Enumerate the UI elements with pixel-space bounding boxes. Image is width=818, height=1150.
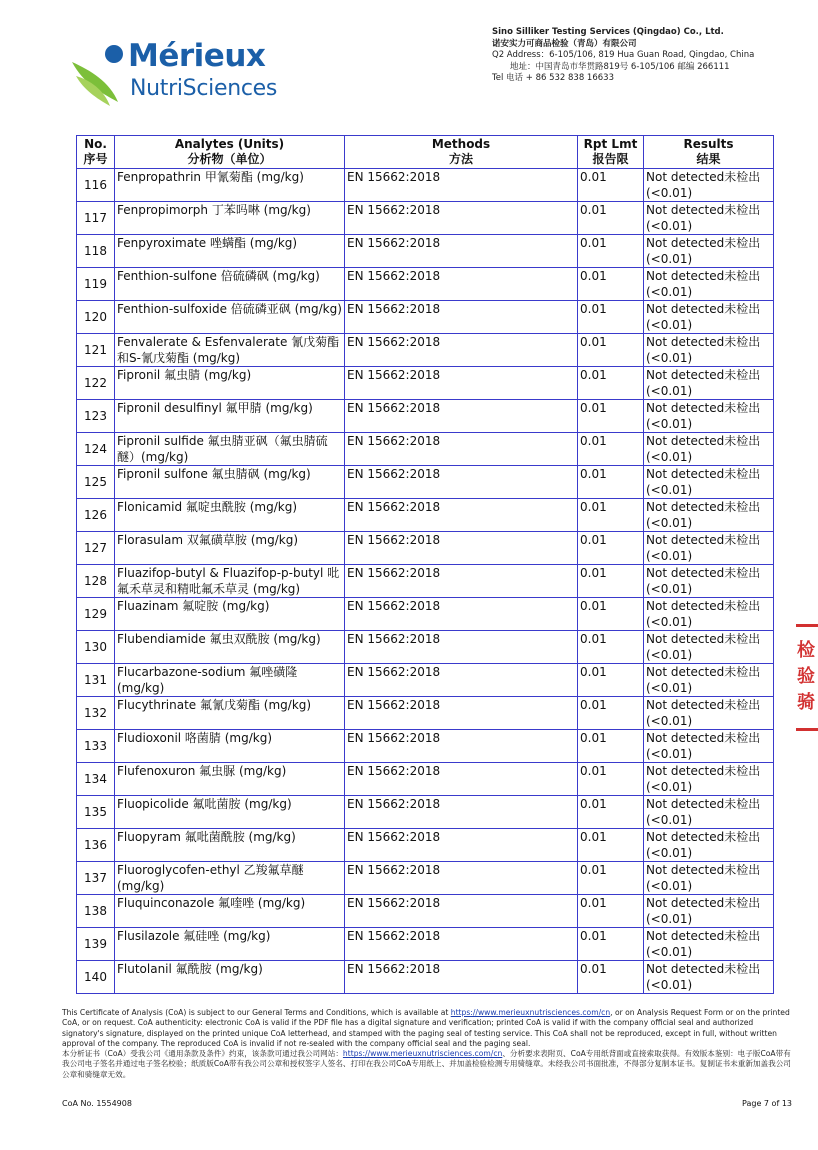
cell-result: Not detected未检出(<0.01) <box>644 202 774 235</box>
cell-result: Not detected未检出(<0.01) <box>644 730 774 763</box>
table-row <box>77 433 774 466</box>
cell-rpt-lmt: 0.01 <box>578 928 644 961</box>
header-no: No. 序号 <box>77 136 115 169</box>
paging-seal-text: 检验 骑 <box>797 640 815 713</box>
table-row <box>77 367 774 400</box>
cell-no: 138 <box>77 895 115 928</box>
cell-no: 123 <box>77 400 115 433</box>
cell-result: Not detected未检出(<0.01) <box>644 532 774 565</box>
cell-result: Not detected未检出(<0.01) <box>644 268 774 301</box>
cell-result: Not detected未检出(<0.01) <box>644 664 774 697</box>
footer-terms-en: This Certificate of Analysis (CoA) is subject to our General Terms and Conditions, which is available at https://www.merieuxnutrisciences.com/cn, or on Analysis Request Form or on the printed CoA, or on request. CoA authenticity: electronic CoA is valid if the PDF file has a digital signature and verification; printed CoA is valid if with the company official seal and authorized signatory's signature, displayed on the printed unique CoA letterhead, and stamped with the paging seal of testing service. This CoA shall not be reproduced, except in full, without written approval of the company. The reproduced CoA is invalid if not re-sealed with the company official seal and the paging seal. <box>62 1008 790 1048</box>
cell-analyte: Fipronil 氟虫腈 (mg/kg) <box>115 367 345 400</box>
cell-rpt-lmt: 0.01 <box>578 499 644 532</box>
logo-sub-text: NutriSciences <box>130 76 278 101</box>
cell-analyte: Flufenoxuron 氟虫脲 (mg/kg) <box>115 763 345 796</box>
table-row <box>77 895 774 928</box>
header-rpt-lmt: Rpt Lmt 报告限 <box>578 136 644 169</box>
cell-method: EN 15662:2018 <box>345 499 578 532</box>
paging-seal-stamp <box>796 624 818 732</box>
cell-rpt-lmt: 0.01 <box>578 664 644 697</box>
cell-analyte: Flutolanil 氟酰胺 (mg/kg) <box>115 961 345 994</box>
table-row <box>77 664 774 697</box>
table-row <box>77 268 774 301</box>
cell-result: Not detected未检出(<0.01) <box>644 499 774 532</box>
table-row <box>77 697 774 730</box>
cell-analyte: Fipronil sulfide 氟虫腈亚砜（氟虫腈硫醚）(mg/kg) <box>115 433 345 466</box>
company-address-en: Q2 Address：6-105/106, 819 Hua Guan Road, Qingdao, China <box>492 50 755 60</box>
cell-rpt-lmt: 0.01 <box>578 532 644 565</box>
cell-result: Not detected未检出(<0.01) <box>644 433 774 466</box>
footer-terms-cn: 本分析证书（CoA）受我公司《通用条款及条件》约束，该条款可通过我公司网站：https://www.merieuxnutrisciences.com/cn、分析要求表附页、CoA专用纸背面或直接索取获得。有效版本鉴别：电子版CoA带有我公司电子签名并通过电子签名校验；纸质版CoA带有我公司公章和授权签字人签名、打印在我公司CoA专用纸上、并加盖检验检测专用骑缝章。未经我公司书面批准，不得部分复制本证书。复制证书未重新加盖我公司公章和骑缝章无效。 <box>62 1049 791 1079</box>
coa-number: CoA No. 1554908 <box>62 1099 132 1108</box>
cell-method: EN 15662:2018 <box>345 301 578 334</box>
cell-result: Not detected未检出(<0.01) <box>644 466 774 499</box>
cell-no: 135 <box>77 796 115 829</box>
cell-method: EN 15662:2018 <box>345 598 578 631</box>
cell-no: 124 <box>77 433 115 466</box>
cell-no: 121 <box>77 334 115 367</box>
cell-no: 122 <box>77 367 115 400</box>
cell-rpt-lmt: 0.01 <box>578 268 644 301</box>
cell-no: 127 <box>77 532 115 565</box>
page-number: Page 7 of 13 <box>742 1099 792 1108</box>
company-name-cn: 诺安实力可商品检验（青岛）有限公司 <box>492 38 637 49</box>
company-info <box>492 27 754 85</box>
cell-result: Not detected未检出(<0.01) <box>644 862 774 895</box>
table-row <box>77 202 774 235</box>
cell-no: 117 <box>77 202 115 235</box>
cell-method: EN 15662:2018 <box>345 664 578 697</box>
cell-method: EN 15662:2018 <box>345 169 578 202</box>
cell-method: EN 15662:2018 <box>345 202 578 235</box>
table-row <box>77 169 774 202</box>
cell-method: EN 15662:2018 <box>345 565 578 598</box>
cell-method: EN 15662:2018 <box>345 796 578 829</box>
table-row <box>77 928 774 961</box>
table-row <box>77 862 774 895</box>
cell-no: 118 <box>77 235 115 268</box>
table-row <box>77 961 774 994</box>
table-row <box>77 631 774 664</box>
cell-rpt-lmt: 0.01 <box>578 433 644 466</box>
cell-analyte: Fenpropathrin 甲氰菊酯 (mg/kg) <box>115 169 345 202</box>
cell-no: 133 <box>77 730 115 763</box>
cell-result: Not detected未检出(<0.01) <box>644 598 774 631</box>
terms-link-cn[interactable]: https://www.merieuxnutrisciences.com/cn <box>342 1049 503 1059</box>
cell-method: EN 15662:2018 <box>345 334 578 367</box>
cell-no: 129 <box>77 598 115 631</box>
cell-result: Not detected未检出(<0.01) <box>644 400 774 433</box>
cell-rpt-lmt: 0.01 <box>578 565 644 598</box>
logo-mark-icon <box>70 40 130 110</box>
company-tel: Tel 电话 + 86 532 838 16633 <box>492 73 614 83</box>
table-row <box>77 235 774 268</box>
merieux-logo <box>70 40 285 110</box>
logo-brand-text: Mérieux <box>128 38 266 74</box>
table-row <box>77 334 774 367</box>
cell-result: Not detected未检出(<0.01) <box>644 631 774 664</box>
cell-method: EN 15662:2018 <box>345 763 578 796</box>
cell-no: 116 <box>77 169 115 202</box>
cell-rpt-lmt: 0.01 <box>578 598 644 631</box>
cell-rpt-lmt: 0.01 <box>578 862 644 895</box>
cell-no: 132 <box>77 697 115 730</box>
cell-result: Not detected未检出(<0.01) <box>644 763 774 796</box>
cell-analyte: Flonicamid 氟啶虫酰胺 (mg/kg) <box>115 499 345 532</box>
table-row <box>77 829 774 862</box>
cell-rpt-lmt: 0.01 <box>578 829 644 862</box>
cell-no: 131 <box>77 664 115 697</box>
cell-no: 130 <box>77 631 115 664</box>
cell-no: 136 <box>77 829 115 862</box>
cell-analyte: Fenvalerate & Esfenvalerate 氰戊菊酯和S-氰戊菊酯 (mg/kg) <box>115 334 345 367</box>
cell-rpt-lmt: 0.01 <box>578 631 644 664</box>
cell-analyte: Fluopyram 氟吡菌酰胺 (mg/kg) <box>115 829 345 862</box>
cell-analyte: Flubendiamide 氟虫双酰胺 (mg/kg) <box>115 631 345 664</box>
cell-result: Not detected未检出(<0.01) <box>644 334 774 367</box>
header-analytes: Analytes (Units) 分析物（单位） <box>115 136 345 169</box>
cell-analyte: Fluazifop-butyl & Fluazifop-p-butyl 吡氟禾草灵和精吡氟禾草灵 (mg/kg) <box>115 565 345 598</box>
table-row <box>77 400 774 433</box>
cell-rpt-lmt: 0.01 <box>578 169 644 202</box>
cell-rpt-lmt: 0.01 <box>578 466 644 499</box>
cell-no: 119 <box>77 268 115 301</box>
table-row <box>77 301 774 334</box>
table-row <box>77 598 774 631</box>
cell-no: 128 <box>77 565 115 598</box>
cell-analyte: Fludioxonil 咯菌腈 (mg/kg) <box>115 730 345 763</box>
cell-analyte: Fluquinconazole 氟喹唑 (mg/kg) <box>115 895 345 928</box>
cell-method: EN 15662:2018 <box>345 367 578 400</box>
cell-method: EN 15662:2018 <box>345 961 578 994</box>
cell-analyte: Flucarbazone-sodium 氟唑磺隆 (mg/kg) <box>115 664 345 697</box>
cell-rpt-lmt: 0.01 <box>578 334 644 367</box>
cell-result: Not detected未检出(<0.01) <box>644 367 774 400</box>
results-table <box>76 135 774 994</box>
cell-rpt-lmt: 0.01 <box>578 301 644 334</box>
cell-rpt-lmt: 0.01 <box>578 235 644 268</box>
cell-analyte: Flusilazole 氟硅唑 (mg/kg) <box>115 928 345 961</box>
header-methods: Methods 方法 <box>345 136 578 169</box>
cell-method: EN 15662:2018 <box>345 235 578 268</box>
cell-rpt-lmt: 0.01 <box>578 730 644 763</box>
cell-rpt-lmt: 0.01 <box>578 202 644 235</box>
cell-no: 134 <box>77 763 115 796</box>
cell-analyte: Fenthion-sulfone 倍硫磷砜 (mg/kg) <box>115 268 345 301</box>
cell-analyte: Flucythrinate 氟氰戊菊酯 (mg/kg) <box>115 697 345 730</box>
cell-result: Not detected未检出(<0.01) <box>644 565 774 598</box>
cell-result: Not detected未检出(<0.01) <box>644 895 774 928</box>
cell-method: EN 15662:2018 <box>345 862 578 895</box>
table-row <box>77 763 774 796</box>
cell-no: 137 <box>77 862 115 895</box>
cell-rpt-lmt: 0.01 <box>578 367 644 400</box>
cell-analyte: Florasulam 双氟磺草胺 (mg/kg) <box>115 532 345 565</box>
cell-rpt-lmt: 0.01 <box>578 763 644 796</box>
terms-link-en[interactable]: https://www.merieuxnutrisciences.com/cn <box>450 1008 611 1017</box>
cell-analyte: Fenthion-sulfoxide 倍硫磷亚砜 (mg/kg) <box>115 301 345 334</box>
cell-method: EN 15662:2018 <box>345 400 578 433</box>
cell-method: EN 15662:2018 <box>345 631 578 664</box>
table-row <box>77 796 774 829</box>
cell-result: Not detected未检出(<0.01) <box>644 961 774 994</box>
table-row <box>77 499 774 532</box>
cell-result: Not detected未检出(<0.01) <box>644 796 774 829</box>
cell-no: 120 <box>77 301 115 334</box>
cell-analyte: Fluoroglycofen-ethyl 乙羧氟草醚 (mg/kg) <box>115 862 345 895</box>
cell-analyte: Fluazinam 氟啶胺 (mg/kg) <box>115 598 345 631</box>
cell-analyte: Fluopicolide 氟吡菌胺 (mg/kg) <box>115 796 345 829</box>
table-row <box>77 532 774 565</box>
table-row <box>77 565 774 598</box>
footer-terms <box>62 1008 792 1080</box>
cell-rpt-lmt: 0.01 <box>578 796 644 829</box>
cell-analyte: Fenpropimorph 丁苯吗啉 (mg/kg) <box>115 202 345 235</box>
cell-result: Not detected未检出(<0.01) <box>644 301 774 334</box>
cell-method: EN 15662:2018 <box>345 532 578 565</box>
company-address-cn: 地址：中国青岛市华贯路819号 6-105/106 邮编 266111 <box>510 61 730 72</box>
cell-method: EN 15662:2018 <box>345 433 578 466</box>
cell-rpt-lmt: 0.01 <box>578 961 644 994</box>
cell-method: EN 15662:2018 <box>345 268 578 301</box>
cell-rpt-lmt: 0.01 <box>578 697 644 730</box>
cell-method: EN 15662:2018 <box>345 928 578 961</box>
cell-method: EN 15662:2018 <box>345 697 578 730</box>
company-name-en: Sino Silliker Testing Services (Qingdao) Co., Ltd. <box>492 27 724 37</box>
cell-analyte: Fipronil sulfone 氟虫腈砜 (mg/kg) <box>115 466 345 499</box>
cell-no: 125 <box>77 466 115 499</box>
cell-no: 140 <box>77 961 115 994</box>
cell-result: Not detected未检出(<0.01) <box>644 697 774 730</box>
table-row <box>77 730 774 763</box>
table-header-row <box>77 136 774 169</box>
cell-method: EN 15662:2018 <box>345 895 578 928</box>
cell-result: Not detected未检出(<0.01) <box>644 169 774 202</box>
cell-rpt-lmt: 0.01 <box>578 895 644 928</box>
cell-result: Not detected未检出(<0.01) <box>644 235 774 268</box>
cell-analyte: Fenpyroximate 唑螨酯 (mg/kg) <box>115 235 345 268</box>
cell-result: Not detected未检出(<0.01) <box>644 928 774 961</box>
cell-method: EN 15662:2018 <box>345 829 578 862</box>
table-row <box>77 466 774 499</box>
cell-analyte: Fipronil desulfinyl 氟甲腈 (mg/kg) <box>115 400 345 433</box>
cell-method: EN 15662:2018 <box>345 466 578 499</box>
cell-rpt-lmt: 0.01 <box>578 400 644 433</box>
cell-result: Not detected未检出(<0.01) <box>644 829 774 862</box>
cell-method: EN 15662:2018 <box>345 730 578 763</box>
header-results: Results 结果 <box>644 136 774 169</box>
cell-no: 139 <box>77 928 115 961</box>
cell-no: 126 <box>77 499 115 532</box>
